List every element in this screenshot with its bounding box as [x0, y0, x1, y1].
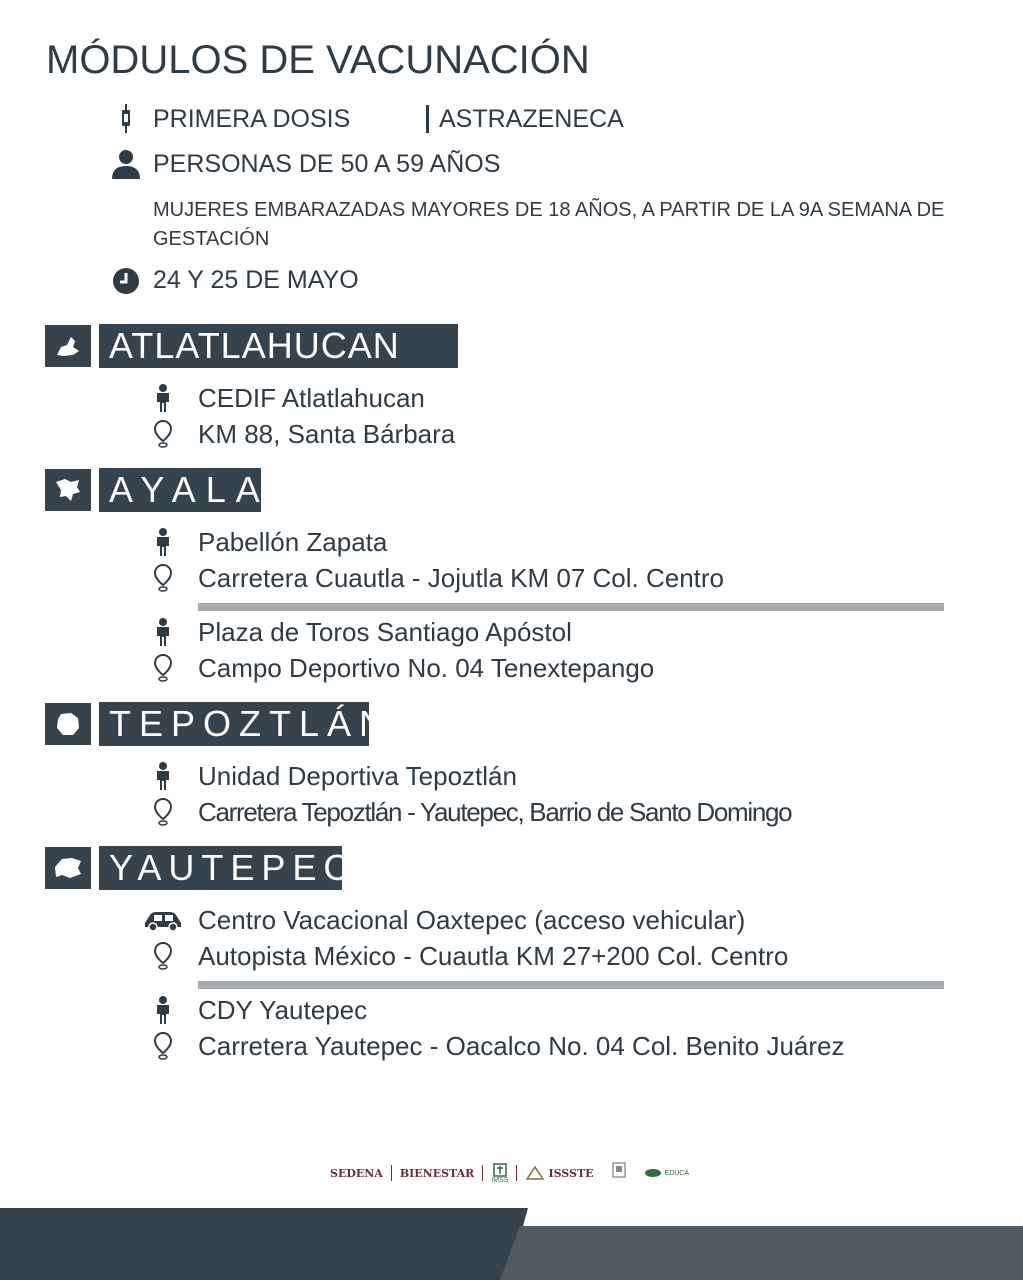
location-pin-icon — [145, 795, 181, 829]
venue-name: CEDIF Atlatlahucan — [198, 382, 425, 413]
logo-divider — [516, 1165, 517, 1181]
venue-name: Unidad Deportiva Tepoztlán — [198, 760, 517, 791]
page-title: MÓDULOS DE VACUNACIÓN — [46, 38, 590, 82]
venue-address: Carretera Cuautla - Jojutla KM 07 Col. Centro — [198, 562, 725, 593]
location-pin-icon — [145, 561, 181, 595]
address-row — [145, 938, 788, 974]
location-pin-icon — [145, 651, 181, 685]
vaccine-label: ASTRAZENECA — [439, 104, 624, 133]
bienestar-logo: BIENESTAR — [399, 1166, 475, 1180]
car-icon — [141, 903, 185, 937]
atlatlahucan-map-icon — [45, 325, 91, 367]
person-icon — [145, 615, 181, 649]
population-row — [110, 149, 500, 179]
address-row — [145, 560, 724, 596]
separator — [426, 105, 429, 133]
person-icon — [145, 525, 181, 559]
venue-address: Campo Deportivo No. 04 Tenextepango — [198, 652, 655, 683]
yautepec-map-icon — [45, 847, 91, 889]
venue-address: Carretera Yautepec - Oacalco No. 04 Col. Benito Juárez — [198, 1030, 845, 1061]
dose-row — [114, 104, 624, 134]
venue-name: Plaza de Toros Santiago Apóstol — [198, 616, 572, 647]
educa-logo: EDUCA — [644, 1168, 690, 1178]
dose-label: PRIMERA DOSIS — [153, 104, 351, 133]
state-seal-icon — [612, 1162, 626, 1184]
issste-logo: ISSSTE — [525, 1165, 593, 1181]
address-row — [145, 794, 791, 830]
municipality-header-tepoztlan: TEPOZTLÁN — [99, 702, 369, 746]
venue-address: Autopista México - Cuautla KM 27+200 Col. Centro — [198, 940, 789, 971]
sponsor-logos — [330, 1158, 689, 1188]
venue-name: Pabellón Zapata — [198, 526, 388, 557]
sedena-logo: SEDENA — [330, 1166, 383, 1180]
venue-address: Carretera Tepoztlán - Yautepec, Barrio de Santo Domingo — [198, 796, 792, 827]
venue-name: Centro Vacacional Oaxtepec (acceso vehicular) — [198, 904, 746, 935]
divider — [198, 603, 944, 611]
address-row — [145, 1028, 844, 1064]
clock-icon — [111, 267, 141, 295]
dates-row — [111, 266, 359, 295]
municipality-header-atlatlahucan: ATLATLAHUCAN — [99, 324, 458, 368]
person-icon — [110, 149, 142, 179]
divider — [198, 981, 944, 989]
dates-label: 24 Y 25 DE MAYO — [153, 266, 359, 294]
municipality-header-ayala: AYALA — [99, 468, 261, 512]
logo-divider — [482, 1165, 483, 1181]
municipality-header-yautepec: YAUTEPEC — [99, 846, 342, 890]
venue-row — [145, 614, 572, 650]
location-pin-icon — [145, 1029, 181, 1063]
address-row — [145, 650, 654, 686]
syringe-icon — [114, 104, 138, 134]
person-icon — [145, 381, 181, 415]
venue-row — [145, 524, 387, 560]
pregnant-note: MUJERES EMBARAZADAS MAYORES DE 18 AÑOS, A PARTIR DE LA 9A SEMANA DE GESTACIÓN — [153, 199, 945, 250]
venue-row — [145, 380, 425, 416]
footer-band — [0, 1206, 1023, 1280]
population-label: PERSONAS DE 50 A 59 AÑOS — [153, 149, 501, 178]
venue-address: KM 88, Santa Bárbara — [198, 418, 456, 449]
address-row — [145, 416, 455, 452]
venue-row — [145, 902, 745, 938]
venue-row — [145, 758, 517, 794]
venue-row — [145, 992, 367, 1028]
person-icon — [145, 759, 181, 793]
person-icon — [145, 993, 181, 1027]
location-pin-icon — [145, 417, 181, 451]
tepoztlan-map-icon — [45, 703, 91, 745]
logo-divider — [391, 1165, 392, 1181]
location-pin-icon — [145, 939, 181, 973]
imss-logo: IMSS — [491, 1163, 508, 1184]
venue-name: CDY Yautepec — [198, 994, 368, 1025]
ayala-map-icon — [45, 469, 91, 511]
